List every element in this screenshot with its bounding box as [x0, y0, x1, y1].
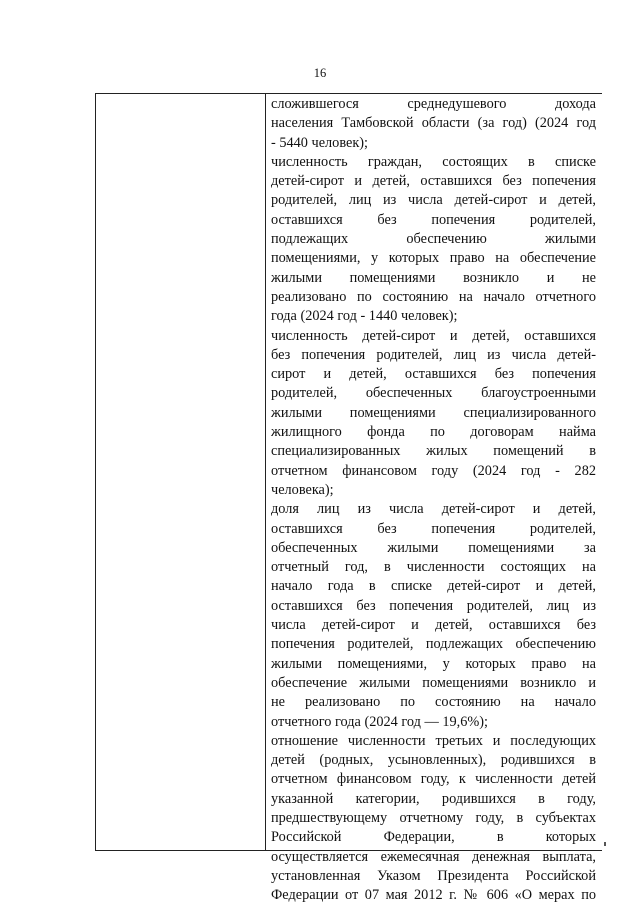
- text-line: жилыми помещениями возникло и не: [271, 269, 596, 286]
- text-line: не реализовано по состоянию на начало: [271, 694, 596, 711]
- text-line: человека);: [271, 481, 334, 498]
- text-line: сирот и детей, оставшихся без попечения: [271, 366, 596, 383]
- text-line: оставшихся без попечения родителей,: [271, 211, 596, 228]
- text-line: детей (родных, усыновленных), родившихся в: [271, 752, 596, 769]
- page-number: 16: [313, 66, 327, 80]
- text-line: оставшихся без попечения родителей,: [271, 520, 596, 537]
- text-line: жилыми помещениями специализированного: [271, 404, 596, 421]
- text-line: года (2024 год - 1440 человек);: [271, 308, 458, 325]
- text-line: Российской Федерации, в которых: [271, 829, 596, 846]
- text-line: подлежащих обеспечению жилыми: [271, 231, 596, 248]
- text-line: обеспеченных жилыми помещениями за: [271, 539, 596, 556]
- text-line: осуществляется ежемесячная денежная выплата,: [271, 848, 596, 865]
- text-line: Федерации от 07 мая 2012 г. № 606 «О мерах по: [271, 887, 596, 904]
- text-line: детей-сирот и детей, оставшихся без попечения: [271, 173, 596, 190]
- text-line: предшествующему отчетному году, в субъектах: [271, 809, 596, 826]
- text-line: попечения родителей, подлежащих обеспечению: [271, 636, 596, 653]
- text-line: жилыми помещениями, у которых право на: [271, 655, 596, 672]
- text-line: отчетном финансовом году (2024 год - 282: [271, 462, 596, 479]
- text-line: сложившегося среднедушевого дохода: [271, 96, 596, 112]
- column-divider: [265, 93, 266, 850]
- text-line: помещениями, у которых право на обеспечение: [271, 250, 596, 267]
- text-line: родителей, лиц из числа детей-сирот и детей,: [271, 192, 596, 209]
- text-line: - 5440 человек);: [271, 134, 369, 151]
- right-column-text: [271, 95, 596, 904]
- text-line: числа детей-сирот и детей, оставшихся без: [271, 617, 596, 634]
- text-line: указанной категории, родившихся в году,: [271, 790, 596, 807]
- text-line: обеспечение жилыми помещениями возникло и: [271, 674, 596, 691]
- text-line: оставшихся без попечения родителей, лиц из: [271, 597, 596, 614]
- text-line: установленная Указом Президента Российской: [271, 867, 596, 884]
- text-line: отчетном финансовом году, к численности детей: [271, 771, 596, 788]
- text-line: доля лиц из числа детей-сирот и детей,: [271, 501, 596, 518]
- text-line: родителей, обеспеченных благоустроенными: [271, 385, 596, 402]
- text-line: отчетный год, в численности состоящих на: [271, 559, 596, 576]
- scan-mark: [604, 842, 606, 846]
- text-line: численность граждан, состоящих в списке: [271, 153, 596, 170]
- text-line: населения Тамбовской области (за год) (2024 год: [271, 115, 596, 132]
- text-line: специализированных жилых помещений в: [271, 443, 596, 460]
- text-line: начало года в списке детей-сирот и детей,: [271, 578, 596, 595]
- text-line: отношение численности третьих и последующих: [271, 732, 596, 749]
- text-line: численность детей-сирот и детей, оставшихся: [271, 327, 596, 344]
- text-line: жилищного фонда по договорам найма: [271, 424, 596, 441]
- text-line: отчетного года (2024 год — 19,6%);: [271, 713, 489, 730]
- text-line: реализовано по состоянию на начало отчетного: [271, 288, 596, 305]
- text-line: без попечения родителей, лиц из числа детей-: [271, 346, 596, 363]
